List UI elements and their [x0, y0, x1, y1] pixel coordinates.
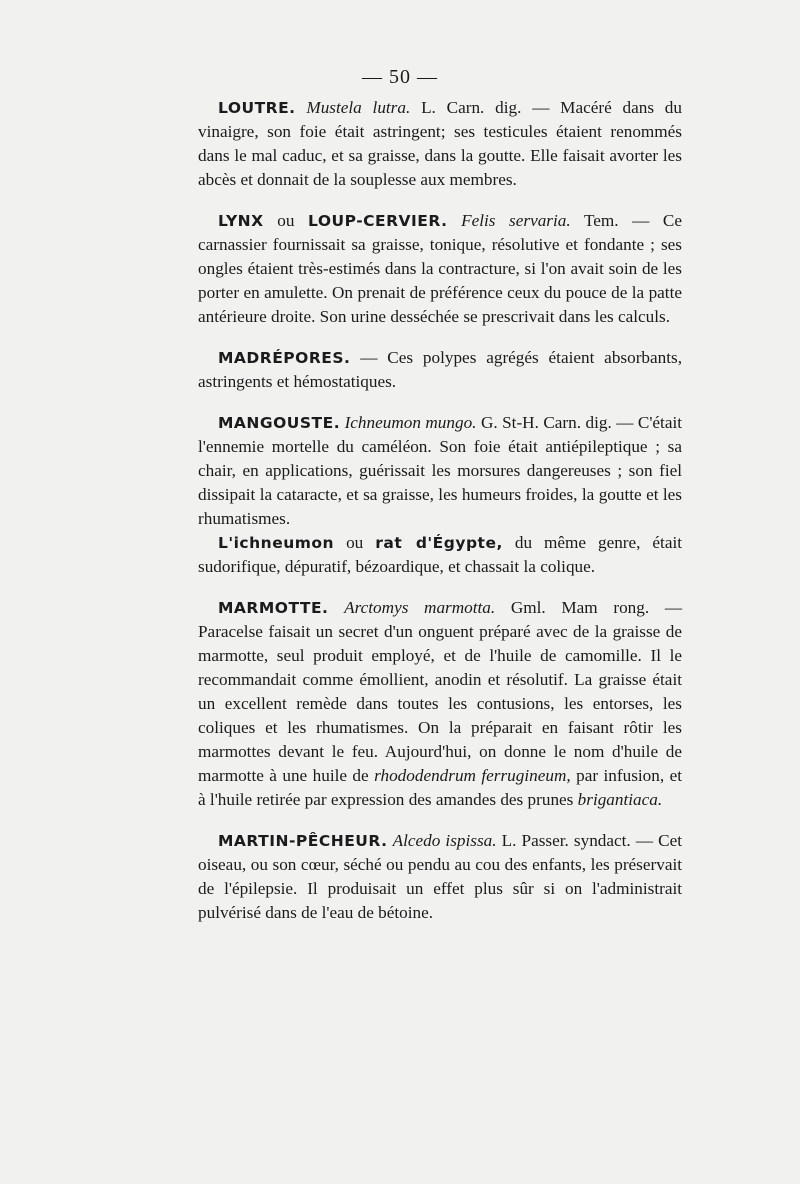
entry-paragraph [198, 411, 682, 531]
entry-subparagraph [198, 531, 682, 579]
entry-heading: MANGOUSTE. [218, 414, 341, 432]
entry-marmotte [198, 596, 682, 812]
entry-text: Gml. Mam rong. — Paracelse faisait un secret d'un onguent préparé avec de la graisse de marmotte, seul produit employé, et de l'huile de camomille. Il le recommandait comme émollient, anodin et résolutif. La graisse était un excellent remède dans toutes les contusions, les entorses, les coliques et les rhumatismes. On la préparait en faisant rôtir les marmottes devant le feu. Aujourd'hui, on donne le nom d'huile de marmotte à une huile de [198, 598, 683, 785]
entry-text: Tem. — Ce carnassier fournissait sa graisse, tonique, résolutive et fondante ; ses ongles étaient très-estimés dans la contracture, si l'on avait soin de les porter en amulette. On prenait de préférence ceux du pouce de la patte antérieure droite. Son urine desséchée se prescrivait dans les calculs. [198, 211, 683, 326]
latin-name-3: brigantiaca. [577, 790, 663, 809]
entry-paragraph [198, 96, 682, 192]
latin-name: Alcedo ispissa. [392, 831, 497, 850]
latin-name-2: rhododendrum ferrugineum, [374, 766, 571, 785]
latin-name: Felis servaria. [461, 211, 571, 230]
latin-name: Ichneumon mungo. [344, 413, 477, 432]
latin-name: Arctomys marmotta. [344, 598, 496, 617]
page-number: — 50 — [362, 66, 438, 88]
entry-text: G. St-H. Carn. dig. — C'était l'ennemie mortelle du caméléon. Son foie était antiépileptique ; sa chair, en applications, guérissait les morsures dangereuses ; son fiel dissipait la cataracte, et sa graisse, les humeurs froides, la goutte et les rhumatismes. [198, 413, 683, 528]
heading-conjunction: ou [346, 533, 364, 552]
entry-madrepores [198, 346, 682, 394]
entry-mangouste [198, 411, 682, 579]
heading-conjunction: ou [277, 211, 295, 230]
entry-text: L. Carn. dig. — Macéré dans du vinaigre, son foie était astringent; ses testicules étaient renommés dans le mal caduc, et sa graisse, dans la goutte. Elle faisait avorter les abcès et donnait de la souplesse aux membres. [198, 98, 682, 189]
entry-paragraph [198, 596, 682, 812]
entry-paragraph [198, 209, 682, 329]
entry-heading: MARMOTTE. [218, 599, 329, 617]
entry-text: L. Passer. syndact. — Cet oiseau, ou son cœur, séché ou pendu au cou des enfants, les préservait de l'épilepsie. Il produisait un effet plus sûr si on l'administrait pulvérisé dans de l'eau de bétoine. [198, 831, 683, 922]
latin-name: Mustela lutra. [306, 98, 411, 117]
entry-paragraph [198, 346, 682, 394]
entry-heading: MADRÉPORES. [218, 349, 351, 367]
sub-text: du même genre, était sudorifique, dépuratif, bézoardique, et chassait la colique. [198, 533, 683, 576]
entry-heading: LYNX [218, 212, 264, 230]
entry-heading-alt: LOUP-CERVIER. [308, 212, 448, 230]
entries-column [198, 96, 682, 942]
entry-lynx [198, 209, 682, 329]
entry-heading: MARTIN-PÊCHEUR. [218, 832, 388, 850]
entry-heading: LOUTRE. [218, 99, 296, 117]
sub-heading: L'ichneumon [218, 534, 335, 552]
entry-text: — Ces polypes agrégés étaient absorbants, astringents et hémostatiques. [198, 348, 682, 391]
entry-text-2: par infusion, et à l'huile retirée par expression des amandes des prunes [198, 766, 683, 809]
sub-heading-alt: rat d'Égypte, [375, 534, 503, 552]
entry-martin-pecheur [198, 829, 682, 925]
entry-loutre [198, 96, 682, 192]
entry-paragraph [198, 829, 682, 925]
